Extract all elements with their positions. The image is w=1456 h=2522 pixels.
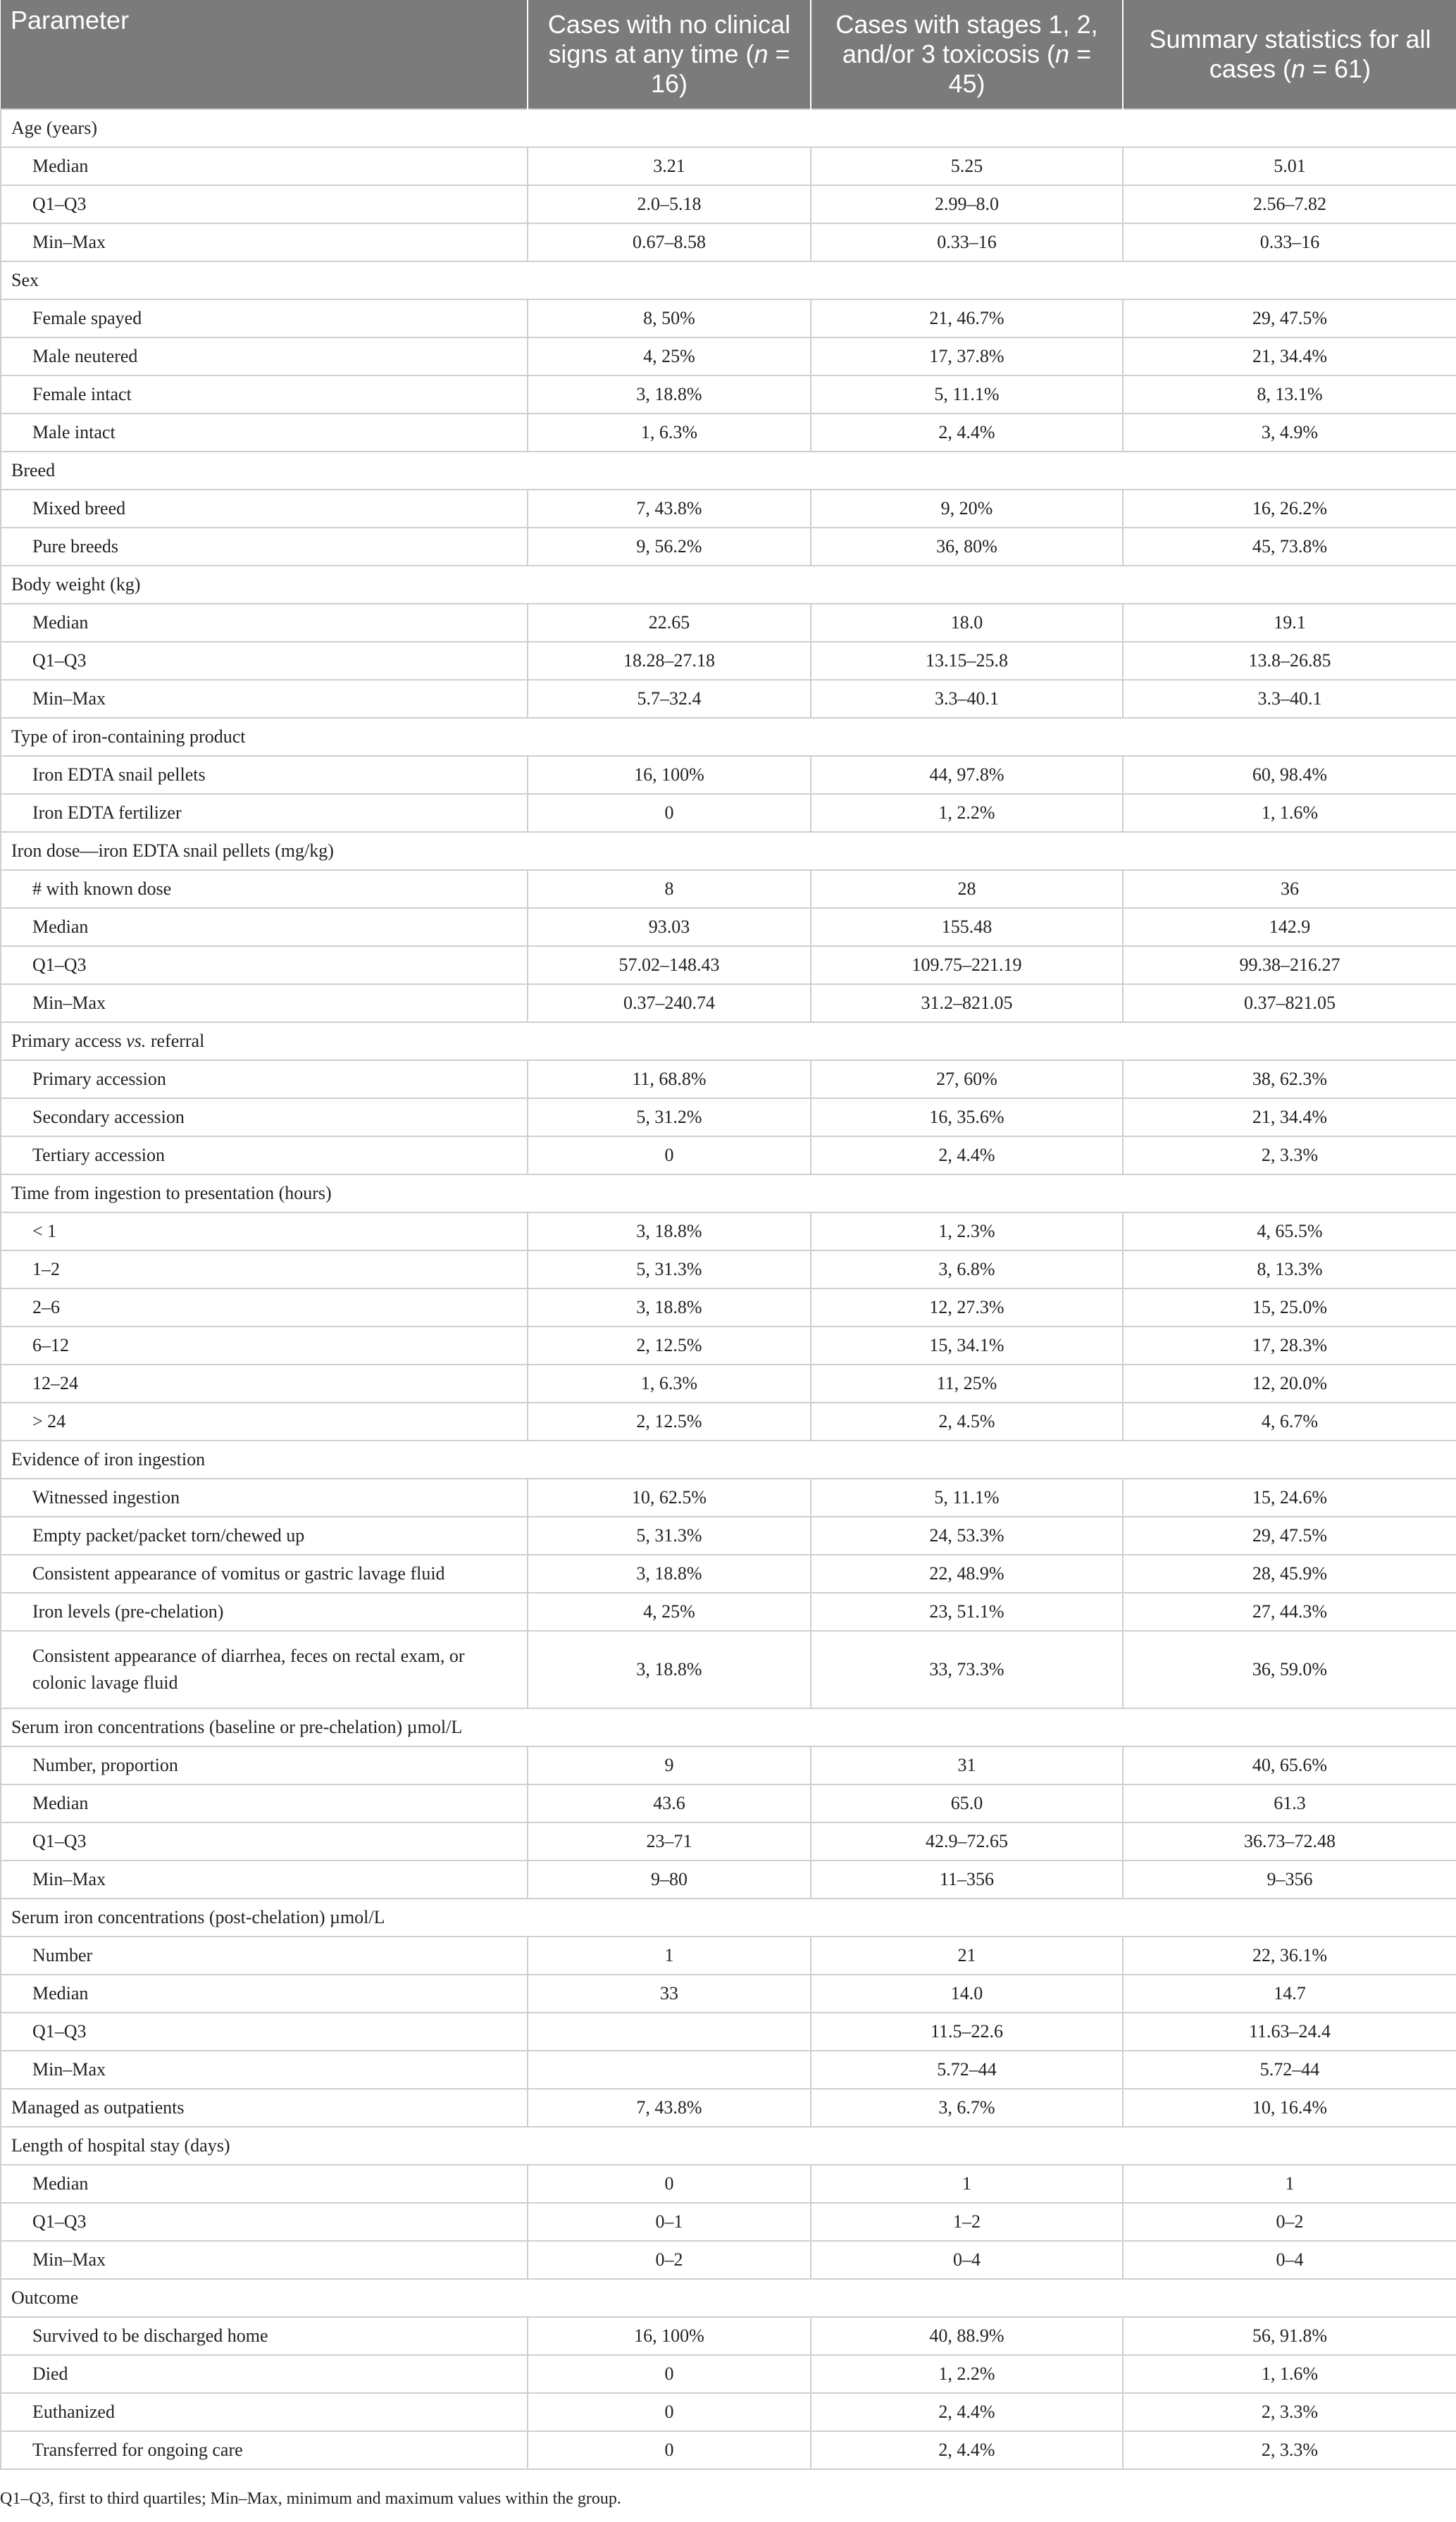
all-cases-cell: 45, 73.8%	[1123, 528, 1456, 566]
toxicosis-cell: 2.99–8.0	[811, 185, 1123, 223]
table-row	[1, 1746, 1456, 1784]
table-row	[1, 2165, 1456, 2203]
all-cases-cell: 2, 3.3%	[1123, 1136, 1456, 1174]
table-row	[1, 2203, 1456, 2241]
table-row	[1, 680, 1456, 718]
table-row	[1, 1250, 1456, 1288]
parameter-cell: Min–Max	[1, 680, 528, 718]
n-symbol: n	[754, 39, 769, 68]
parameter-cell: Q1–Q3	[1, 1822, 528, 1861]
section-label: Body weight (kg)	[1, 566, 1456, 604]
section-row	[1, 109, 1456, 147]
all-cases-cell: 28, 45.9%	[1123, 1555, 1456, 1593]
toxicosis-cell: 2, 4.4%	[811, 414, 1123, 452]
toxicosis-cell: 22, 48.9%	[811, 1555, 1123, 1593]
table-footnote: Q1–Q3, first to third quartiles; Min–Max, minimum and maximum values within the group.	[0, 2490, 621, 2508]
table-row	[1, 1327, 1456, 1365]
parameter-cell: Female intact	[1, 375, 528, 414]
parameter-cell: Secondary accession	[1, 1098, 528, 1136]
toxicosis-cell: 21	[811, 1937, 1123, 1975]
table-row	[1, 147, 1456, 185]
section-row	[1, 1708, 1456, 1746]
header-no-signs	[528, 0, 811, 109]
section-row	[1, 2127, 1456, 2165]
no-signs-cell: 2, 12.5%	[528, 1327, 811, 1365]
toxicosis-cell: 40, 88.9%	[811, 2317, 1123, 2355]
section-row	[1, 718, 1456, 756]
section-row	[1, 1441, 1456, 1479]
table-row	[1, 1403, 1456, 1441]
all-cases-cell: 2, 3.3%	[1123, 2431, 1456, 2469]
table-row	[1, 1517, 1456, 1555]
toxicosis-cell: 0.33–16	[811, 223, 1123, 261]
parameter-cell: Q1–Q3	[1, 946, 528, 984]
no-signs-cell: 0	[528, 2165, 811, 2203]
no-signs-cell: 0.67–8.58	[528, 223, 811, 261]
parameter-cell: Number	[1, 1937, 528, 1975]
toxicosis-cell: 5, 11.1%	[811, 375, 1123, 414]
section-label: Iron dose—iron EDTA snail pellets (mg/kg)	[1, 832, 1456, 870]
no-signs-cell: 2, 12.5%	[528, 1403, 811, 1441]
all-cases-cell: 56, 91.8%	[1123, 2317, 1456, 2355]
table-row	[1, 185, 1456, 223]
all-cases-cell: 36	[1123, 870, 1456, 908]
parameter-cell: 2–6	[1, 1288, 528, 1327]
header-text: Cases with stages 1, 2, and/or 3 toxicosis (	[835, 10, 1098, 68]
parameter-cell: Median	[1, 1784, 528, 1822]
toxicosis-cell: 1, 2.2%	[811, 2355, 1123, 2393]
no-signs-cell: 3, 18.8%	[528, 1555, 811, 1593]
parameter-cell: < 1	[1, 1212, 528, 1250]
all-cases-cell: 5.01	[1123, 147, 1456, 185]
toxicosis-cell: 17, 37.8%	[811, 337, 1123, 375]
table-row	[1, 2393, 1456, 2431]
table-row	[1, 1136, 1456, 1174]
table-row	[1, 1555, 1456, 1593]
no-signs-cell: 16, 100%	[528, 2317, 811, 2355]
table-row	[1, 2013, 1456, 2051]
all-cases-cell: 21, 34.4%	[1123, 337, 1456, 375]
parameter-cell: Median	[1, 2165, 528, 2203]
parameter-cell: Transferred for ongoing care	[1, 2431, 528, 2469]
toxicosis-cell: 23, 51.1%	[811, 1593, 1123, 1631]
all-cases-cell: 21, 34.4%	[1123, 1098, 1456, 1136]
all-cases-cell: 13.8–26.85	[1123, 642, 1456, 680]
parameter-cell: Iron EDTA snail pellets	[1, 756, 528, 794]
no-signs-cell: 1, 6.3%	[528, 1365, 811, 1403]
all-cases-cell: 0.37–821.05	[1123, 984, 1456, 1022]
table-row	[1, 2355, 1456, 2393]
toxicosis-cell: 3, 6.8%	[811, 1250, 1123, 1288]
toxicosis-cell: 0–4	[811, 2241, 1123, 2279]
parameter-cell: Min–Max	[1, 2241, 528, 2279]
toxicosis-cell: 31.2–821.05	[811, 984, 1123, 1022]
section-label	[1, 1022, 1456, 1060]
parameter-cell: Median	[1, 1975, 528, 2013]
no-signs-cell: 23–71	[528, 1822, 811, 1861]
parameter-cell: Primary accession	[1, 1060, 528, 1098]
toxicosis-cell: 2, 4.4%	[811, 2393, 1123, 2431]
toxicosis-cell: 9, 20%	[811, 490, 1123, 528]
table-row	[1, 375, 1456, 414]
toxicosis-cell: 11.5–22.6	[811, 2013, 1123, 2051]
section-row	[1, 566, 1456, 604]
toxicosis-cell: 1, 2.2%	[811, 794, 1123, 832]
parameter-cell: Iron levels (pre-chelation)	[1, 1593, 528, 1631]
section-label: Serum iron concentrations (post-chelation) µmol/L	[1, 1899, 1456, 1937]
no-signs-cell: 3.21	[528, 147, 811, 185]
table-header	[1, 0, 1456, 109]
no-signs-cell: 9	[528, 1746, 811, 1784]
no-signs-cell: 0	[528, 2355, 811, 2393]
table-row	[1, 908, 1456, 946]
table-row	[1, 870, 1456, 908]
parameter-cell: 1–2	[1, 1250, 528, 1288]
parameter-cell: Min–Max	[1, 2051, 528, 2089]
no-signs-cell: 0–2	[528, 2241, 811, 2279]
table-row	[1, 1975, 1456, 2013]
all-cases-cell: 29, 47.5%	[1123, 299, 1456, 337]
parameter-cell: Mixed breed	[1, 490, 528, 528]
table-row	[1, 2089, 1456, 2127]
no-signs-cell: 57.02–148.43	[528, 946, 811, 984]
parameter-cell: Median	[1, 604, 528, 642]
table-row	[1, 299, 1456, 337]
toxicosis-cell: 27, 60%	[811, 1060, 1123, 1098]
no-signs-cell: 4, 25%	[528, 337, 811, 375]
parameter-cell: Iron EDTA fertilizer	[1, 794, 528, 832]
no-signs-cell: 93.03	[528, 908, 811, 946]
all-cases-cell: 16, 26.2%	[1123, 490, 1456, 528]
all-cases-cell: 36.73–72.48	[1123, 1822, 1456, 1861]
no-signs-cell	[528, 2013, 811, 2051]
no-signs-cell: 3, 18.8%	[528, 1288, 811, 1327]
no-signs-cell: 3, 18.8%	[528, 1631, 811, 1708]
table-row	[1, 1593, 1456, 1631]
toxicosis-cell: 33, 73.3%	[811, 1631, 1123, 1708]
section-row	[1, 2279, 1456, 2317]
header-toxicosis	[811, 0, 1123, 109]
all-cases-cell: 38, 62.3%	[1123, 1060, 1456, 1098]
section-label-italic: vs.	[126, 1031, 147, 1051]
toxicosis-cell: 42.9–72.65	[811, 1822, 1123, 1861]
parameter-cell: Euthanized	[1, 2393, 528, 2431]
header-text: = 61)	[1305, 54, 1371, 83]
all-cases-cell: 2, 3.3%	[1123, 2393, 1456, 2431]
toxicosis-cell: 155.48	[811, 908, 1123, 946]
all-cases-cell: 27, 44.3%	[1123, 1593, 1456, 1631]
section-row	[1, 452, 1456, 490]
toxicosis-cell: 5, 11.1%	[811, 1479, 1123, 1517]
all-cases-cell: 99.38–216.27	[1123, 946, 1456, 984]
section-label: Length of hospital stay (days)	[1, 2127, 1456, 2165]
parameter-cell: Min–Max	[1, 1861, 528, 1899]
no-signs-cell: 5, 31.3%	[528, 1250, 811, 1288]
table-row	[1, 223, 1456, 261]
section-row	[1, 261, 1456, 299]
no-signs-cell: 3, 18.8%	[528, 375, 811, 414]
parameter-cell: Managed as outpatients	[1, 2089, 528, 2127]
table-body	[1, 109, 1456, 2469]
all-cases-cell: 0.33–16	[1123, 223, 1456, 261]
table-row	[1, 1937, 1456, 1975]
table-row	[1, 1365, 1456, 1403]
no-signs-cell: 1, 6.3%	[528, 414, 811, 452]
table-row	[1, 1060, 1456, 1098]
parameter-cell: 12–24	[1, 1365, 528, 1403]
toxicosis-cell: 65.0	[811, 1784, 1123, 1822]
header-all-cases	[1123, 0, 1456, 109]
section-label: Type of iron-containing product	[1, 718, 1456, 756]
no-signs-cell: 9, 56.2%	[528, 528, 811, 566]
toxicosis-cell: 15, 34.1%	[811, 1327, 1123, 1365]
all-cases-cell: 10, 16.4%	[1123, 2089, 1456, 2127]
no-signs-cell: 18.28–27.18	[528, 642, 811, 680]
header-text: Cases with no clinical signs at any time (	[547, 10, 791, 68]
table-row	[1, 756, 1456, 794]
table-row	[1, 1861, 1456, 1899]
all-cases-cell: 19.1	[1123, 604, 1456, 642]
table-row	[1, 414, 1456, 452]
all-cases-cell: 4, 65.5%	[1123, 1212, 1456, 1250]
no-signs-cell: 43.6	[528, 1784, 811, 1822]
n-symbol: n	[1290, 54, 1305, 83]
all-cases-cell: 4, 6.7%	[1123, 1403, 1456, 1441]
all-cases-cell: 60, 98.4%	[1123, 756, 1456, 794]
section-label-part: referral	[146, 1031, 205, 1051]
header-parameter: Parameter	[1, 0, 528, 109]
toxicosis-cell: 44, 97.8%	[811, 756, 1123, 794]
all-cases-cell: 3.3–40.1	[1123, 680, 1456, 718]
no-signs-cell: 0	[528, 2393, 811, 2431]
toxicosis-cell: 13.15–25.8	[811, 642, 1123, 680]
all-cases-cell: 11.63–24.4	[1123, 2013, 1456, 2051]
table-row	[1, 337, 1456, 375]
table-row	[1, 1631, 1456, 1708]
parameter-cell: Tertiary accession	[1, 1136, 528, 1174]
section-label: Serum iron concentrations (baseline or pre-chelation) µmol/L	[1, 1708, 1456, 1746]
no-signs-cell	[528, 2051, 811, 2089]
table-row	[1, 1822, 1456, 1861]
no-signs-cell: 7, 43.8%	[528, 2089, 811, 2127]
all-cases-cell: 0–4	[1123, 2241, 1456, 2279]
no-signs-cell: 5.7–32.4	[528, 680, 811, 718]
section-label: Time from ingestion to presentation (hours)	[1, 1174, 1456, 1212]
parameter-cell: Male intact	[1, 414, 528, 452]
header-row	[1, 0, 1456, 109]
table-row	[1, 2431, 1456, 2469]
toxicosis-cell: 24, 53.3%	[811, 1517, 1123, 1555]
parameter-cell: Female spayed	[1, 299, 528, 337]
section-label: Sex	[1, 261, 1456, 299]
no-signs-cell: 0.37–240.74	[528, 984, 811, 1022]
all-cases-cell: 8, 13.3%	[1123, 1250, 1456, 1288]
table-row	[1, 2241, 1456, 2279]
parameter-cell: Number, proportion	[1, 1746, 528, 1784]
table-row	[1, 604, 1456, 642]
toxicosis-cell: 21, 46.7%	[811, 299, 1123, 337]
all-cases-cell: 14.7	[1123, 1975, 1456, 2013]
toxicosis-cell: 5.25	[811, 147, 1123, 185]
parameter-cell: > 24	[1, 1403, 528, 1441]
header-text: = 16)	[650, 39, 790, 98]
toxicosis-cell: 2, 4.4%	[811, 2431, 1123, 2469]
all-cases-cell: 5.72–44	[1123, 2051, 1456, 2089]
parameter-cell: Median	[1, 147, 528, 185]
parameter-cell: Witnessed ingestion	[1, 1479, 528, 1517]
all-cases-cell: 1, 1.6%	[1123, 2355, 1456, 2393]
no-signs-cell: 4, 25%	[528, 1593, 811, 1631]
toxicosis-cell: 109.75–221.19	[811, 946, 1123, 984]
no-signs-cell: 5, 31.3%	[528, 1517, 811, 1555]
toxicosis-cell: 31	[811, 1746, 1123, 1784]
parameter-cell: Empty packet/packet torn/chewed up	[1, 1517, 528, 1555]
no-signs-cell: 33	[528, 1975, 811, 2013]
no-signs-cell: 8, 50%	[528, 299, 811, 337]
table-row	[1, 1288, 1456, 1327]
toxicosis-cell: 1	[811, 2165, 1123, 2203]
table-row	[1, 1098, 1456, 1136]
table-row	[1, 642, 1456, 680]
section-label: Outcome	[1, 2279, 1456, 2317]
section-row	[1, 1899, 1456, 1937]
all-cases-cell: 2.56–7.82	[1123, 185, 1456, 223]
toxicosis-cell: 3.3–40.1	[811, 680, 1123, 718]
no-signs-cell: 5, 31.2%	[528, 1098, 811, 1136]
table-row	[1, 984, 1456, 1022]
no-signs-cell: 22.65	[528, 604, 811, 642]
parameter-cell: Consistent appearance of diarrhea, feces on rectal exam, or colonic lavage fluid	[1, 1631, 528, 1708]
all-cases-cell: 142.9	[1123, 908, 1456, 946]
parameter-cell: Q1–Q3	[1, 185, 528, 223]
n-symbol: n	[1055, 39, 1070, 68]
parameter-cell: Survived to be discharged home	[1, 2317, 528, 2355]
table-row	[1, 490, 1456, 528]
no-signs-cell: 0	[528, 794, 811, 832]
table-row	[1, 946, 1456, 984]
parameter-cell: Min–Max	[1, 984, 528, 1022]
all-cases-cell: 61.3	[1123, 1784, 1456, 1822]
table-row	[1, 1784, 1456, 1822]
all-cases-cell: 17, 28.3%	[1123, 1327, 1456, 1365]
toxicosis-cell: 14.0	[811, 1975, 1123, 2013]
toxicosis-cell: 1–2	[811, 2203, 1123, 2241]
all-cases-cell: 0–2	[1123, 2203, 1456, 2241]
section-label-part: Primary access	[11, 1031, 127, 1051]
toxicosis-cell: 2, 4.5%	[811, 1403, 1123, 1441]
all-cases-cell: 40, 65.6%	[1123, 1746, 1456, 1784]
table-row	[1, 528, 1456, 566]
all-cases-cell: 1, 1.6%	[1123, 794, 1456, 832]
parameter-cell: Min–Max	[1, 223, 528, 261]
no-signs-cell: 8	[528, 870, 811, 908]
all-cases-cell: 12, 20.0%	[1123, 1365, 1456, 1403]
parameter-cell: Median	[1, 908, 528, 946]
table-row	[1, 1479, 1456, 1517]
no-signs-cell: 16, 100%	[528, 756, 811, 794]
section-row	[1, 1174, 1456, 1212]
parameter-cell: 6–12	[1, 1327, 528, 1365]
parameter-cell: Pure breeds	[1, 528, 528, 566]
table-row	[1, 2317, 1456, 2355]
no-signs-cell: 2.0–5.18	[528, 185, 811, 223]
toxicosis-cell: 36, 80%	[811, 528, 1123, 566]
section-row	[1, 1022, 1456, 1060]
parameter-cell: Died	[1, 2355, 528, 2393]
all-cases-cell: 1	[1123, 2165, 1456, 2203]
section-label: Evidence of iron ingestion	[1, 1441, 1456, 1479]
table-row	[1, 2051, 1456, 2089]
header-text: = 45)	[948, 39, 1092, 98]
no-signs-cell: 0	[528, 2431, 811, 2469]
table-row	[1, 794, 1456, 832]
all-cases-cell: 22, 36.1%	[1123, 1937, 1456, 1975]
no-signs-cell: 1	[528, 1937, 811, 1975]
toxicosis-cell: 16, 35.6%	[811, 1098, 1123, 1136]
no-signs-cell: 0–1	[528, 2203, 811, 2241]
all-cases-cell: 15, 25.0%	[1123, 1288, 1456, 1327]
toxicosis-cell: 11–356	[811, 1861, 1123, 1899]
parameter-cell: Q1–Q3	[1, 2203, 528, 2241]
no-signs-cell: 7, 43.8%	[528, 490, 811, 528]
no-signs-cell: 3, 18.8%	[528, 1212, 811, 1250]
section-row	[1, 832, 1456, 870]
toxicosis-cell: 1, 2.3%	[811, 1212, 1123, 1250]
parameter-cell: # with known dose	[1, 870, 528, 908]
toxicosis-cell: 2, 4.4%	[811, 1136, 1123, 1174]
all-cases-cell: 3, 4.9%	[1123, 414, 1456, 452]
parameter-cell: Consistent appearance of vomitus or gastric lavage fluid	[1, 1555, 528, 1593]
toxicosis-cell: 18.0	[811, 604, 1123, 642]
all-cases-cell: 8, 13.1%	[1123, 375, 1456, 414]
parameter-cell: Q1–Q3	[1, 2013, 528, 2051]
table-row	[1, 1212, 1456, 1250]
toxicosis-cell: 12, 27.3%	[811, 1288, 1123, 1327]
parameter-cell: Male neutered	[1, 337, 528, 375]
all-cases-cell: 36, 59.0%	[1123, 1631, 1456, 1708]
toxicosis-cell: 5.72–44	[811, 2051, 1123, 2089]
all-cases-cell: 9–356	[1123, 1861, 1456, 1899]
parameter-cell: Q1–Q3	[1, 642, 528, 680]
no-signs-cell: 9–80	[528, 1861, 811, 1899]
no-signs-cell: 11, 68.8%	[528, 1060, 811, 1098]
header-text: Summary statistics for all cases (	[1149, 25, 1431, 83]
section-label: Age (years)	[1, 109, 1456, 147]
no-signs-cell: 10, 62.5%	[528, 1479, 811, 1517]
toxicosis-cell: 3, 6.7%	[811, 2089, 1123, 2127]
all-cases-cell: 15, 24.6%	[1123, 1479, 1456, 1517]
section-label: Breed	[1, 452, 1456, 490]
toxicosis-cell: 11, 25%	[811, 1365, 1123, 1403]
all-cases-cell: 29, 47.5%	[1123, 1517, 1456, 1555]
toxicosis-cell: 28	[811, 870, 1123, 908]
no-signs-cell: 0	[528, 1136, 811, 1174]
